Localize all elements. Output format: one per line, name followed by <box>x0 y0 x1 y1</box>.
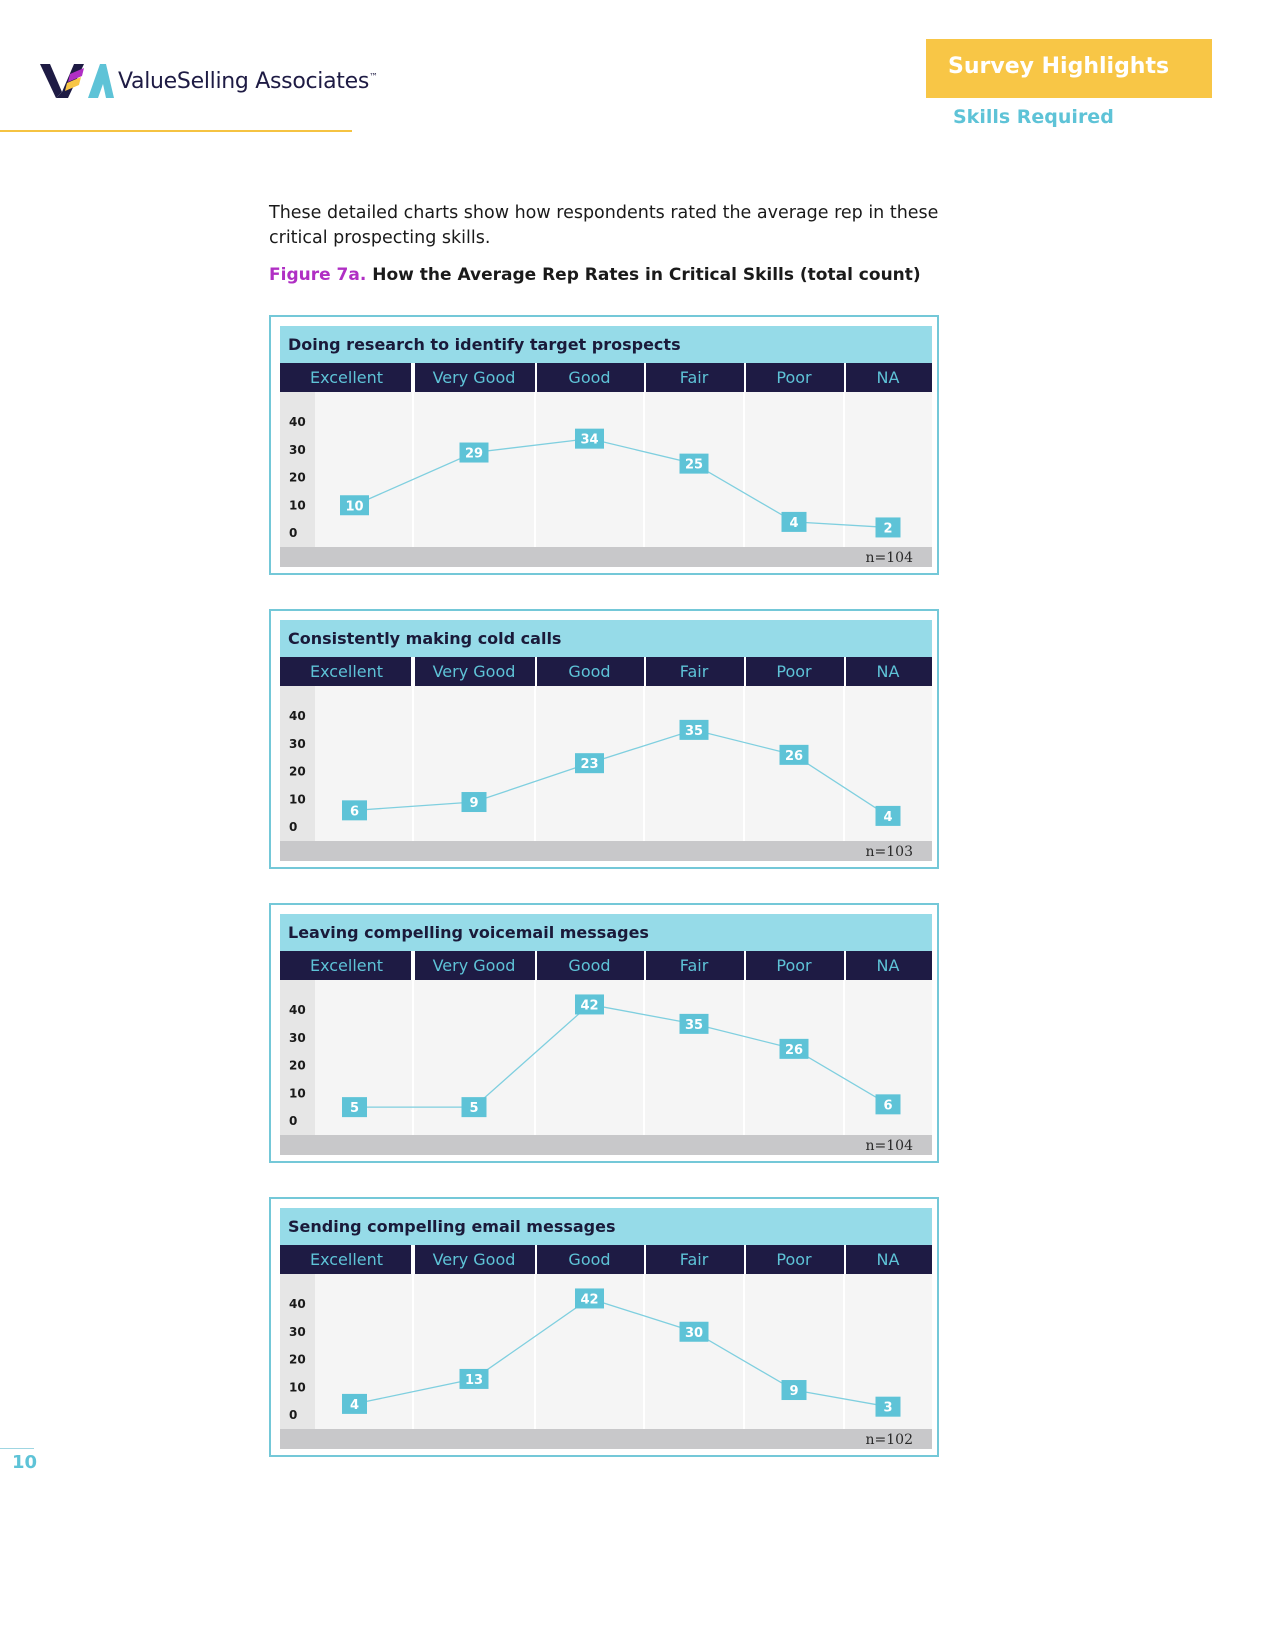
data-label: 23 <box>580 757 599 773</box>
y-tick-label: 0 <box>289 526 298 540</box>
category-label: Good <box>568 1250 611 1269</box>
data-label: 2 <box>883 521 893 537</box>
sample-size-label: n=103 <box>865 844 913 860</box>
footer-bar <box>280 547 932 567</box>
y-tick-label: 10 <box>289 1086 306 1101</box>
y-tick-label: 10 <box>289 792 306 807</box>
category-label: Excellent <box>309 662 384 681</box>
chart-title-bar <box>280 620 932 657</box>
plot-background <box>280 1274 932 1429</box>
category-label: Fair <box>679 662 709 681</box>
data-label: 25 <box>684 457 704 473</box>
intro-paragraph: These detailed charts show how respondents rated the average rep in these critical prospecting skills. <box>269 203 939 248</box>
y-tick-label: 20 <box>289 764 306 779</box>
data-label: 35 <box>684 1017 704 1033</box>
data-label: 35 <box>684 723 704 739</box>
footer-bar <box>280 841 932 861</box>
y-tick-label: 30 <box>289 442 306 457</box>
category-label: Fair <box>679 956 709 975</box>
banner-title: Survey Highlights <box>948 54 1170 79</box>
line-chart <box>280 1245 932 1450</box>
data-label: 13 <box>464 1372 484 1388</box>
chart-title: Sending compelling email messages <box>288 1217 616 1236</box>
figure-title <box>269 265 969 285</box>
figure-label: Figure 7a. <box>269 265 367 285</box>
category-label: Poor <box>776 368 812 387</box>
data-label: 10 <box>345 499 364 515</box>
y-tick-label: 20 <box>289 470 306 485</box>
vsa-logo-mark-icon <box>40 62 114 100</box>
category-label: Very Good <box>432 1250 516 1269</box>
chart-title: Leaving compelling voicemail messages <box>288 923 649 942</box>
y-tick-label: 10 <box>289 498 306 513</box>
category-label: Good <box>568 662 611 681</box>
category-label: Very Good <box>432 662 516 681</box>
data-label: 26 <box>784 1042 804 1058</box>
category-label: Excellent <box>309 956 384 975</box>
y-tick-label: 0 <box>289 1114 298 1128</box>
data-label: 6 <box>349 804 360 820</box>
page-number-rule <box>0 1448 34 1449</box>
section-subtitle: Skills Required <box>953 106 1114 128</box>
line-chart <box>280 951 932 1156</box>
category-label: NA <box>876 368 900 387</box>
data-label: 29 <box>464 446 484 462</box>
footer-bar <box>280 1429 932 1449</box>
header-divider <box>0 130 352 132</box>
data-label: 5 <box>469 1101 479 1117</box>
plot-background <box>280 980 932 1135</box>
category-label: Good <box>568 956 611 975</box>
category-label: NA <box>876 662 900 681</box>
category-label: NA <box>876 1250 900 1269</box>
data-label: 4 <box>349 1397 360 1413</box>
y-tick-label: 40 <box>289 415 306 429</box>
y-tick-label: 30 <box>289 1030 306 1045</box>
category-label: Poor <box>776 662 812 681</box>
figure-caption: How the Average Rep Rates in Critical Skills (total count) <box>372 265 921 285</box>
y-tick-label: 40 <box>289 1297 306 1311</box>
y-tick-label: 20 <box>289 1058 306 1073</box>
category-label: NA <box>876 956 900 975</box>
category-label: Excellent <box>309 1250 384 1269</box>
data-label: 4 <box>883 809 893 825</box>
data-label: 9 <box>469 796 479 812</box>
y-tick-label: 40 <box>289 709 306 723</box>
y-tick-label: 10 <box>289 1380 306 1395</box>
y-tick-label: 40 <box>289 1003 306 1017</box>
category-label: Fair <box>679 368 709 387</box>
company-name: ValueSelling Associates™ <box>118 68 378 94</box>
data-label: 3 <box>883 1400 893 1416</box>
data-label: 6 <box>883 1098 893 1114</box>
line-chart <box>280 363 932 568</box>
y-tick-label: 0 <box>289 820 298 834</box>
y-tick-label: 20 <box>289 1352 306 1367</box>
chart-title-bar <box>280 326 932 363</box>
data-label: 4 <box>789 515 799 531</box>
y-tick-label: 0 <box>289 1408 298 1422</box>
footer-bar <box>280 1135 932 1155</box>
data-label: 34 <box>580 432 599 448</box>
chart-title: Consistently making cold calls <box>288 629 562 648</box>
data-label: 30 <box>684 1325 704 1341</box>
category-label: Very Good <box>432 956 516 975</box>
category-label: Excellent <box>309 368 384 387</box>
company-logo <box>40 62 378 100</box>
plot-background <box>280 686 932 841</box>
category-label: Poor <box>776 956 812 975</box>
sample-size-label: n=102 <box>865 1432 913 1448</box>
data-label: 42 <box>580 1292 599 1308</box>
category-label: Good <box>568 368 611 387</box>
chart-title-bar <box>280 1208 932 1245</box>
data-label: 5 <box>349 1101 360 1117</box>
data-label: 9 <box>789 1384 799 1400</box>
data-label: 26 <box>784 748 804 764</box>
sample-size-label: n=104 <box>865 550 913 566</box>
section-banner <box>926 39 1212 98</box>
chart-title-bar <box>280 914 932 951</box>
chart-panel-3 <box>269 903 939 1163</box>
chart-panel-4 <box>269 1197 939 1457</box>
category-label: Fair <box>679 1250 709 1269</box>
category-label: Very Good <box>432 368 516 387</box>
y-tick-label: 30 <box>289 736 306 751</box>
sample-size-label: n=104 <box>865 1138 913 1154</box>
chart-title: Doing research to identify target prospects <box>288 335 681 354</box>
page-number: 10 <box>12 1452 38 1473</box>
data-label: 42 <box>580 998 599 1014</box>
chart-panel-1 <box>269 315 939 575</box>
y-tick-label: 30 <box>289 1324 306 1339</box>
line-chart <box>280 657 932 862</box>
category-label: Poor <box>776 1250 812 1269</box>
chart-panel-2 <box>269 609 939 869</box>
